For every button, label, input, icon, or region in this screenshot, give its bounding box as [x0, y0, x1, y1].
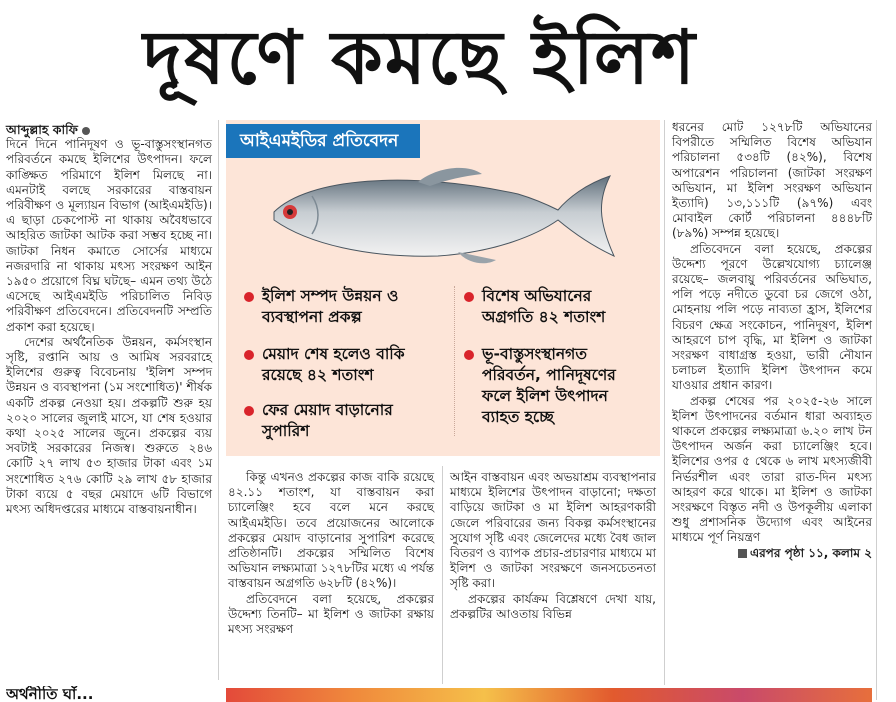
box-label: আইএমইডির প্রতিবেদন: [226, 124, 420, 158]
column-rule: [664, 120, 665, 685]
paragraph: ধরনের মোট ১২৭৮টি অভিযানের বিপরীতে সম্মিলিত বিশেষ অভিযান পরিচালনা ৫৩৪টি (৪২%), বিশেষ অপারেশন পরিচালনা (জাটকা সংরক্ষণ অভিযান, মা ইলিশ সংরক্ষণ অভিযান ইত্যাদি) ১৩,১১১টি (৯৭%) এবং মোবাইল কোর্ট পরিচালনা ৪৪৪৮টি (৮৯%) সম্পন্ন হয়েছে।: [672, 120, 872, 241]
bullet-dot-icon: [244, 350, 254, 360]
next-article-headline: অর্থনীতি ঘাঁ...: [6, 686, 94, 702]
bullet-dot-icon: [244, 406, 254, 416]
divider: [454, 286, 455, 436]
column-rule: [442, 466, 443, 684]
paragraph: কিন্তু এখনও প্রকল্পের কাজ বাকি রয়েছে ৪২.১১ শতাংশ, যা বাস্তবায়ন করা চ্যালেঞ্জিং হবে বলে মনে করছে আইএমইডি। তবে প্রয়োজনের আলোকে প্রকল্পের মেয়াদ বাড়ানোর সুপারিশ করেছে প্রতিষ্ঠানটি। প্রকল্পের সম্মিলিত বিশেষ অভিযান লক্ষ্যমাত্রা ১২৭৮টির মধ্যে এ পর্যন্ত বাস্তবায়ন অগ্রগতি ৬২৮টি (৪২%)।: [228, 470, 434, 591]
paragraph: দিনে দিনে পানিদূষণ ও ভূ-বাস্তুসংস্থানগত পরিবর্তনে কমছে ইলিশের উৎপাদন। ফলে কাঙ্ক্ষিত পরিমাণে ইলিশ মিলছে না। এমনটাই বলছে সরকারের বাস্তবায়ন পরিবীক্ষণ ও মূল্যায়ন বিভাগ (আইএমইডি)। এ ছাড়া চেকপোস্ট না থাকায় অবৈধভাবে আহরিত জাটকা আটক করা সম্ভব হচ্ছে না। জাটকা নিধন কমাতে সোর্সের মাধ্যমে নজরদারি না থাকায় মৎস্য সংরক্ষণ আইন ১৯৫০ প্রয়োগে বিঘ্ন ঘটছে– এমন তথ্য উঠে এসেছে আইএমইডি পরিচালিত নিবিড় পরিবীক্ষণ প্রতিবেদনে। প্রতিবেদনটি সম্প্রতি প্রকাশ করা হয়েছে।: [6, 137, 212, 334]
bullet-dot-icon: [464, 350, 474, 360]
paragraph: প্রকল্প শেষের পর ২০২৫-২৬ সালে ইলিশ উৎপাদনের বর্তমান ধারা অব্যাহত থাকলে প্রকল্পের লক্ষ্যমাত্রা ৬.২০ লাখ টন উৎপাদন অর্জন করা চ্যালেঞ্জিং হবে। ইলিশের ওপর ৫ থেকে ৬ লাখ মৎস্যজীবী নির্ভরশীল এবং তারা রাত-দিন মৎস্য আহরণ করে থাকে। মা ইলিশ ও জাটকা সংরক্ষণে বিস্তৃত নদী ও উপকূলীয় এলাকা শুধু প্রশাসনিক উদ্যোগ এবং আইনের মাধ্যমে পূর্ণ নিয়ন্ত্রণ: [672, 393, 872, 545]
column-rule: [876, 120, 877, 700]
article-column-4: [672, 120, 872, 561]
continuation-note: এরপর পৃষ্ঠা ১১, কলাম ২: [672, 546, 872, 561]
bullet-item: ইলিশ সম্পদ উন্নয়ন ও ব্যবস্থাপনা প্রকল্প: [262, 286, 432, 328]
paragraph: প্রতিবেদনে বলা হয়েছে, প্রকল্পের উদ্দেশ্য পূরণে উল্লেখযোগ্য চ্যালেঞ্জ রয়েছে– জলবায়ু পরিবর্তনের অভিঘাত, পলি পড়ে নদীতে ডুবো চর জেগে ওঠা, মোহনায় পলি পড়ে নাব্যতা হ্রাস, ইলিশের বিচরণ ক্ষেত্র সংকোচন, পানিদূষণ, ইলিশ আহরণে চাপ বৃদ্ধি, মা ইলিশ ও জাটকা সংরক্ষণ বাধাগ্রস্ত হওয়া, ভারী নৌযান চলাচল ইত্যাদি ইলিশ উৎপাদন কমে যাওয়ার প্রধান কারণ।: [672, 241, 872, 393]
article-column-1: [6, 122, 212, 517]
bullet-dot-icon: [464, 292, 474, 302]
bullet-item: ভূ-বাস্তুসংস্থানগত পরিবর্তন, পানিদূষণের ফলে ইলিশ উৎপাদন ব্যাহত হচ্ছে: [482, 344, 642, 428]
bullet-item: ফের মেয়াদ বাড়ানোর সুপারিশ: [262, 400, 438, 442]
paragraph: প্রতিবেদনে বলা হয়েছে, প্রকল্পের উদ্দেশ্য তিনটি– মা ইলিশ ও জাটকা রক্ষায় মৎস্য সংরক্ষণ: [228, 591, 434, 637]
byline-dot-icon: [82, 127, 90, 135]
bullet-item: মেয়াদ শেষ হলেও বাকি রয়েছে ৪২ শতাংশ: [262, 344, 438, 386]
square-bullet-icon: [738, 549, 747, 558]
photo-strip: [226, 688, 872, 702]
author-byline: আব্দুল্লাহ কাফি: [6, 122, 212, 137]
column-rule: [218, 120, 219, 680]
paragraph: প্রকল্পের কার্যক্রম বিশ্লেষণে দেখা যায়, প্রকল্পটির আওতায় বিভিন্ন: [450, 591, 656, 621]
article-column-2: [228, 470, 434, 637]
paragraph: দেশের অর্থনৈতিক উন্নয়ন, কর্মসংস্থান সৃষ্টি, রপ্তানি আয় ও আমিষ সরবরাহে ইলিশের গুরুত্ব বিবেচনায় 'ইলিশ সম্পদ উন্নয়ন ও ব্যবস্থাপনা (১ম সংশোধিত)' শীর্ষক একটি প্রকল্প নেওয়া হয়। প্রকল্পটি শুরু হয় ২০২০ সালের জুলাই মাসে, যা শেষ হওয়ার কথা ২০২৫ সালের জুনে। প্রকল্পের ব্যয় সবটাই সরকারের নিজস্ব। শুরুতে ২৪৬ কোটি ২৭ লাখ ৫৩ হাজার টাকা এবং ১ম সংশোধিত ২৭৬ কোটি ২৯ লাখ ৫৮ হাজার টাকা ব্যয়ে ৫ বছর মেয়াদে ৬টি বিভাগে মৎস্য অধিদপ্তরের মাধ্যমে বাস্তবায়নাধীন।: [6, 334, 212, 517]
headline: দূষণে কমছে ইলিশ: [143, 15, 697, 101]
bullet-item: বিশেষ অভিযানের অগ্রগতি ৪২ শতাংশ: [482, 286, 642, 328]
paragraph: আইন বাস্তবায়ন এবং অভয়াশ্রম ব্যবস্থাপনার মাধ্যমে ইলিশের উৎপাদন বাড়ানো; দক্ষতা বাড়িয়ে জাটকা ও মা ইলিশ আহরণকারী জেলে পরিবারের জন্য বিকল্প কর্মসংস্থানের সুযোগ সৃষ্টি এবং জেলেদের মধ্যে বৈধ জাল বিতরণ ও ব্যাপক প্রচার-প্রচারণার মাধ্যমে মা ইলিশ ও জাটকা সংরক্ষণে জনসচেতনতা সৃষ্টি করা।: [450, 470, 656, 591]
hilsa-fish-icon: [268, 160, 618, 270]
article-column-3: [450, 470, 656, 622]
bullet-dot-icon: [244, 292, 254, 302]
